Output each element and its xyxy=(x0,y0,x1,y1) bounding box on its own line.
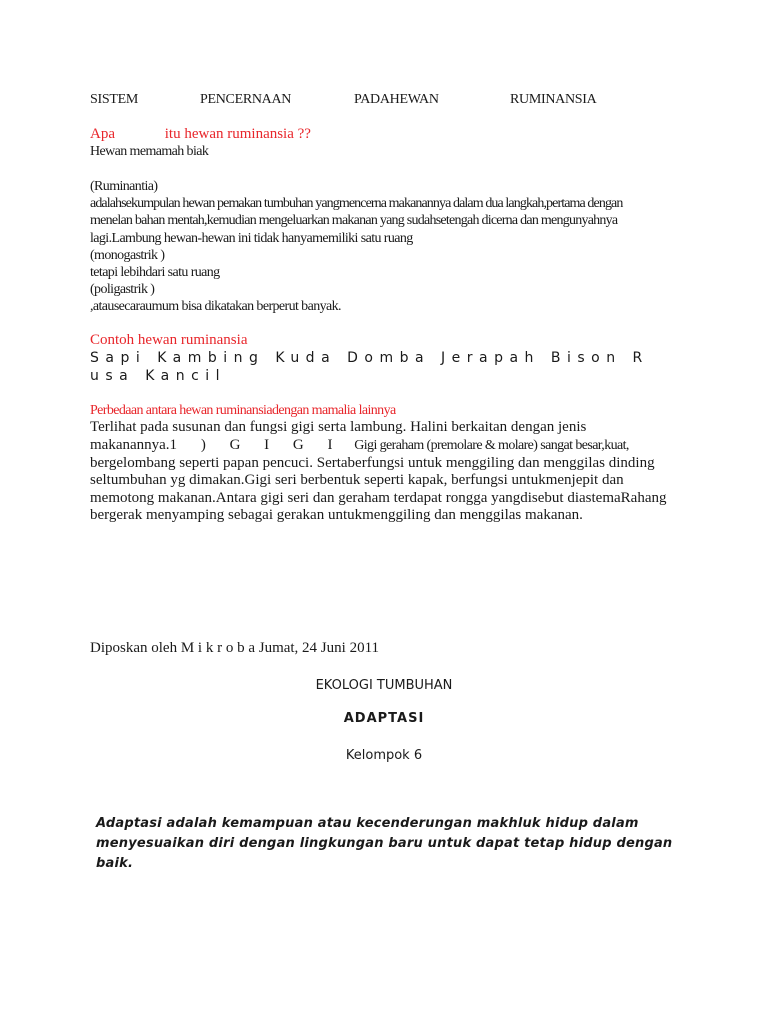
difference-fragment: G xyxy=(229,437,241,453)
title-word-3: PADAHEWAN xyxy=(354,92,439,107)
difference-line-1: Terlihat pada susunan dan fungsi gigi serta lambung. Halini berkaitan dengan jenis xyxy=(90,419,587,435)
difference-fragment: Gigi geraham (premolare & molare) sangat besar,kuat, xyxy=(354,438,629,453)
intro-line-2: (Ruminantia) xyxy=(90,179,158,194)
difference-line-5: memotong makanan.Antara gigi seri dan geraham terdapat rongga yangdisebut diastemaRahang xyxy=(90,490,667,506)
intro-line-5: lagi.Lambung hewan-hewan ini tidak hanyamemiliki satu ruang xyxy=(90,231,413,246)
intro-line-8: (poligastrik ) xyxy=(90,282,155,297)
question-word-b: itu hewan ruminansia ?? xyxy=(164,126,311,142)
examples-heading: Contoh hewan ruminansia xyxy=(90,332,248,348)
intro-line-9: ,atausecaraumum bisa dikatakan berperut banyak. xyxy=(90,299,341,314)
intro-line-4: menelan bahan mentah,kemudian mengeluarkan makanan yang sudahsetengah dicerna dan mengunyahnya xyxy=(90,213,618,228)
adaptasi-para-line-3: baik. xyxy=(96,856,134,871)
examples-line-1: Sapi Kambing Kuda Domba Jerapah Bison R xyxy=(90,350,649,366)
difference-line-3: bergelombang seperti papan pencuci. Sertaberfungsi untuk menggiling dan menggilas dinding xyxy=(90,455,655,471)
document-title xyxy=(0,92,768,112)
intro-line-6: (monogastrik ) xyxy=(90,248,165,263)
difference-line-6: bergerak menyamping sebagai gerakan untukmenggiling dan menggilas makanan. xyxy=(90,507,583,523)
adaptasi-para-line-1: Adaptasi adalah kemampuan atau kecenderungan makhluk hidup dalam xyxy=(96,816,639,831)
ekologi-subtitle: ADAPTASI xyxy=(343,711,425,726)
title-word-2: PENCERNAAN xyxy=(200,92,292,107)
difference-fragment: G xyxy=(292,437,304,453)
intro-line-7: tetapi lebihdari satu ruang xyxy=(90,265,220,280)
difference-line-2 xyxy=(90,437,629,454)
difference-fragment: ) xyxy=(200,437,206,453)
difference-line-4: seltumbuhan yg dimakan.Gigi seri berbentuk seperti kapak, berfungsi untukmenjepit dan xyxy=(90,472,624,488)
ekologi-title: EKOLOGI TUMBUHAN xyxy=(315,678,453,693)
difference-fragment: I xyxy=(264,437,270,453)
ekologi-group: Kelompok 6 xyxy=(345,748,423,763)
question-heading xyxy=(90,126,311,143)
intro-line-1: Hewan memamah biak xyxy=(90,144,209,159)
intro-line-3: adalahsekumpulan hewan pemakan tumbuhan yangmencerna makanannya dalam dua langkah,pertama dengan xyxy=(90,196,623,211)
adaptasi-para-line-2: menyesuaikan diri dengan lingkungan baru untuk dapat tetap hidup dengan xyxy=(96,836,673,851)
title-word-4: RUMINANSIA xyxy=(510,92,597,107)
difference-fragment: makanannya.1 xyxy=(90,437,178,453)
difference-fragment: I xyxy=(327,437,333,453)
title-word-1: SISTEM xyxy=(90,92,138,107)
difference-heading: Perbedaan antara hewan ruminansiadengan mamalia lainnya xyxy=(90,403,396,418)
examples-line-2: usa Kancil xyxy=(90,368,227,384)
question-word-a: Apa xyxy=(90,126,115,142)
posted-by: Diposkan oleh M i k r o b a Jumat, 24 Juni 2011 xyxy=(90,640,380,656)
